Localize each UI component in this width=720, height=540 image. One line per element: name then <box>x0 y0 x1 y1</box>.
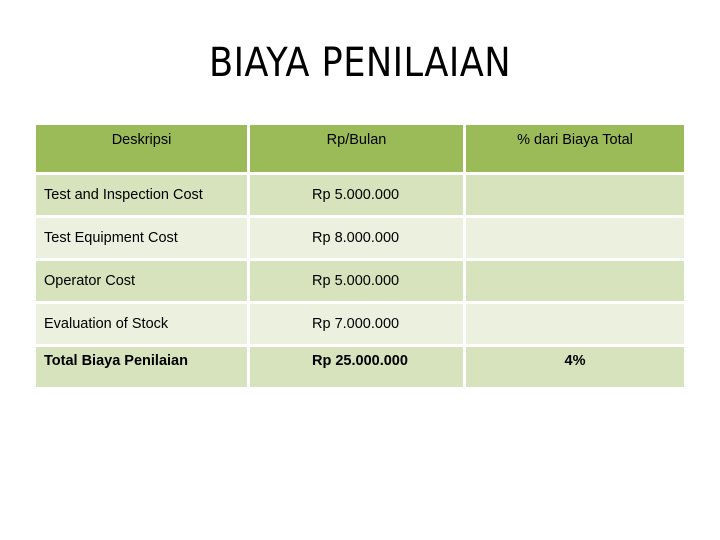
table-row <box>36 175 684 218</box>
slide-title: BIAYA PENILAIAN <box>208 40 511 86</box>
row-amount: Rp 5.000.000 <box>250 175 466 218</box>
header-description: Deskripsi <box>36 125 250 175</box>
row-description: Test Equipment Cost <box>36 218 250 261</box>
total-percent: 4% <box>466 347 684 390</box>
row-amount: Rp 8.000.000 <box>250 218 466 261</box>
row-percent <box>466 175 684 218</box>
header-amount: Rp/Bulan <box>250 125 466 175</box>
row-description: Operator Cost <box>36 261 250 304</box>
header-percent: % dari Biaya Total <box>466 125 684 175</box>
table-header-row <box>36 125 684 175</box>
row-percent <box>466 261 684 304</box>
row-description: Evaluation of Stock <box>36 304 250 347</box>
row-amount: Rp 5.000.000 <box>250 261 466 304</box>
total-description: Total Biaya Penilaian <box>36 347 250 390</box>
row-percent <box>466 218 684 261</box>
table-row <box>36 261 684 304</box>
row-description: Test and Inspection Cost <box>36 175 250 218</box>
total-row <box>36 347 684 390</box>
row-percent <box>466 304 684 347</box>
total-amount: Rp 25.000.000 <box>250 347 466 390</box>
row-amount: Rp 7.000.000 <box>250 304 466 347</box>
cost-table <box>36 125 684 390</box>
table-row <box>36 304 684 347</box>
table-row <box>36 218 684 261</box>
